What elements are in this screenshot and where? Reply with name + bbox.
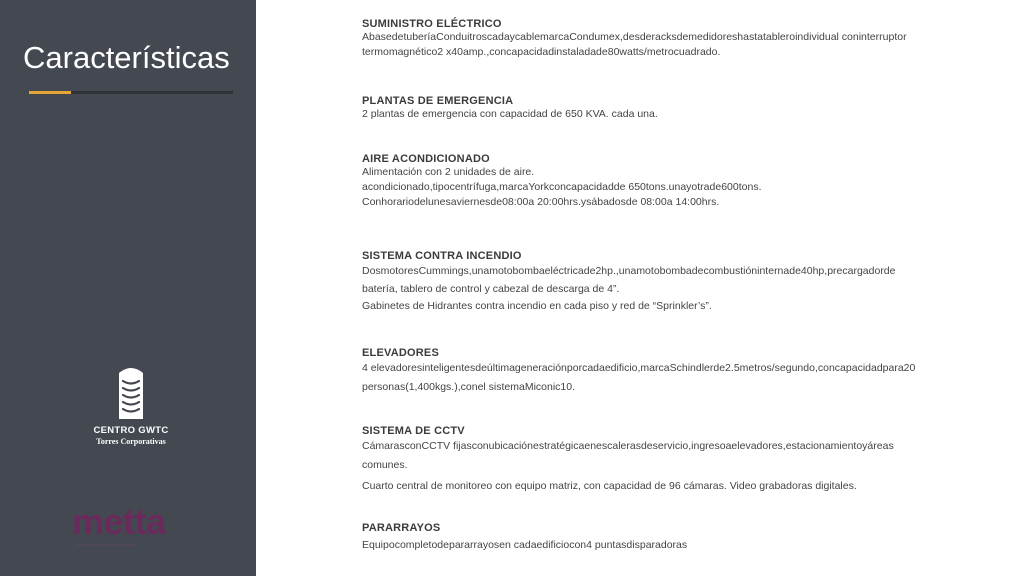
section-lightning-rods (362, 522, 962, 553)
section-heading: SISTEMA CONTRA INCENDIO (362, 250, 522, 262)
gwtc-name: CENTRO GWTC (93, 425, 169, 436)
section-heading: PLANTAS DE EMERGENCIA (362, 95, 514, 107)
tower-icon (113, 365, 149, 423)
section-text: batería, tablero de control y cabezal de descarga de 4”. (362, 283, 620, 295)
section-text: Equipocompletodepararrayosen cadaedificiocon4 puntasdisparadoras (362, 539, 688, 551)
section-text: Gabinetes de Hidrantes contra incendio en cada piso y red de “Sprinkler’s”. (362, 300, 712, 312)
section-elevators (362, 347, 962, 395)
section-air-conditioning (362, 153, 962, 210)
section-text: comunes. (362, 459, 408, 471)
gwtc-subtitle: Torres Corporativas (96, 437, 166, 446)
section-fire-system (362, 250, 962, 314)
gwtc-logo (86, 365, 176, 446)
metta-logo (72, 502, 202, 546)
section-heading: SUMINISTRO ELÉCTRICO (362, 18, 502, 30)
section-text: acondicionado,tipocentrífuga,marcaYorkconcapacidadde 650tons.unayotrade600tons. (362, 181, 762, 193)
section-text: 4 elevadoresinteligentesdeúltimageneraciónporcadaedificio,marcaSchindlerde2.5metros/segundo,concapacidadpara20 (362, 362, 916, 374)
section-text: DosmotoresCummings,unamotobombaeléctricade2hp.,unamotobombadecombustióninternade40hp,precargadorde (362, 265, 896, 277)
section-text: personas(1,400kgs.),conel sistemaMiconic10. (362, 381, 576, 393)
section-text: 2 plantas de emergencia con capacidad de 650 KVA. cada una. (362, 108, 658, 120)
section-text: CámarasconCCTV fijasconubicaciónestratégicaenescalerasdeservicio,ingresoaelevadores,estacionamientoyáreas (362, 440, 894, 452)
section-heading: AIRE ACONDICIONADO (362, 153, 490, 165)
title-underline-accent (29, 91, 71, 94)
section-text: termomagnético2 x40amp.,concapacidadinstaladade80watts/metrocuadrado. (362, 46, 721, 58)
metta-wordmark: metta (72, 501, 166, 542)
section-text: Cuarto central de monitoreo con equipo matriz, con capacidad de 96 cámaras. Video grabadoras digitales. (362, 480, 857, 492)
section-heading: SISTEMA DE CCTV (362, 425, 465, 437)
section-text: AbasedetuberíaConduitroscadaycablemarcaCondumex,desderacksdemedidoreshastatableroindividual coninterruptor (362, 31, 907, 43)
section-cctv (362, 425, 962, 494)
metta-tagline: bienes raíces comerciales (76, 542, 135, 547)
section-electrical (362, 18, 962, 60)
section-heading: PARARRAYOS (362, 522, 441, 534)
page-title: Características (23, 40, 230, 75)
section-heading: ELEVADORES (362, 347, 439, 359)
sidebar (0, 0, 256, 576)
section-emergency-plants (362, 95, 962, 122)
section-text: Alimentación con 2 unidades de aire. (362, 166, 535, 178)
section-text: Conhorariodelunesaviernesde08:00a 20:00hrs.ysábadosde 08:00a 14:00hrs. (362, 196, 720, 208)
